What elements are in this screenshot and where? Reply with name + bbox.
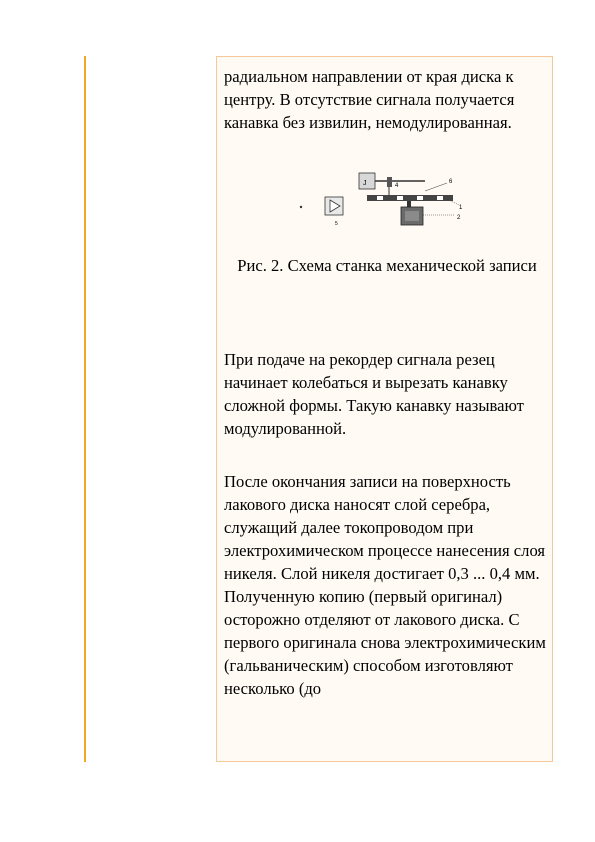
label-5: 5 bbox=[335, 221, 338, 227]
text-column bbox=[216, 56, 553, 762]
label-1: 1 bbox=[459, 205, 463, 211]
paragraph-3: После окончания записи на поверхность лакового диска наносят слой серебра, служащий далее токопроводом при электрохимическом процессе нанесения слоя никеля. Слой никеля достигает 0,3 ... 0,4 мм. Полученную копию (первый оригинал) осторожно отделяют от лакового диска. С первого оригинала снова электрохимическим (гальваническим) способом изготовляют несколько (до bbox=[224, 472, 546, 698]
margin-rule bbox=[84, 56, 86, 762]
figure-caption: Рис. 2. Схема станка механической записи bbox=[237, 256, 537, 275]
input-terminal bbox=[300, 206, 302, 208]
motor-block bbox=[359, 173, 375, 189]
label-j: J bbox=[363, 180, 367, 187]
paragraph-2: При подаче на рекордер сигнала резец начинает колебаться и вырезать канавку сложной формы. Такую канавку называют модулированной. bbox=[224, 350, 524, 438]
label-2: 2 bbox=[457, 215, 461, 221]
label-4: 4 bbox=[395, 183, 399, 189]
cutter-head bbox=[387, 177, 392, 187]
label-6: 6 bbox=[449, 179, 453, 185]
recording-machine-diagram bbox=[297, 169, 477, 249]
paragraph-1: радиальном направлении от края диска к центру. В отсутствие сигнала получается канавка без извилин, немодулированная. bbox=[224, 67, 515, 132]
